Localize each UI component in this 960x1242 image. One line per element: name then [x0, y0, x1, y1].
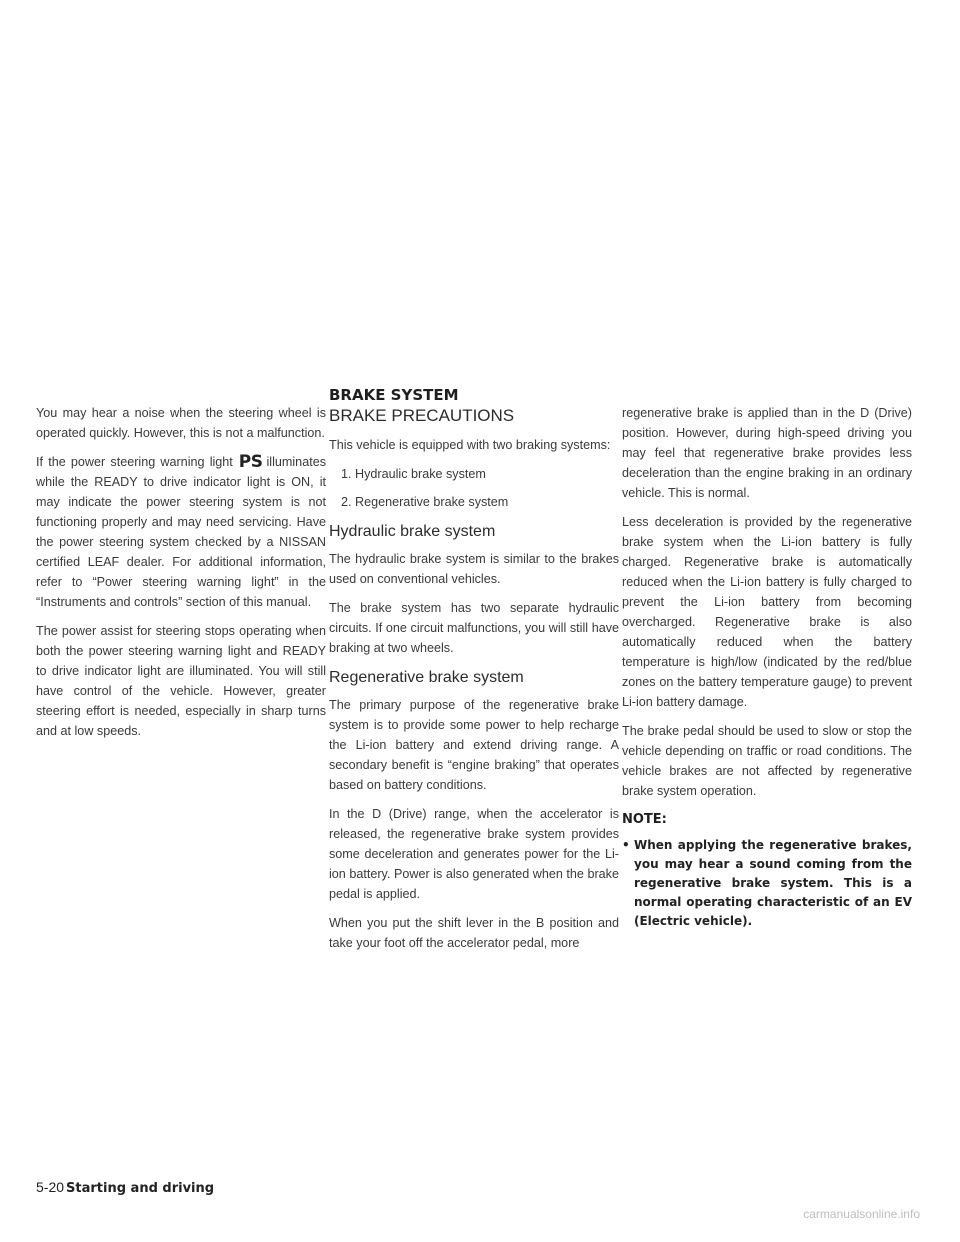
list-item: 2. Regenerative brake system [341, 495, 509, 509]
power-assist-paragraph: The power assist for steering stops operating when both the power steering warning light and READY to drive indicator light are illuminated. You will still have control of the vehicle. However, greater steering effort is needed, especially in sharp turns and at low speeds. [36, 624, 326, 738]
ps-warning-text-after: illuminates while the READY to drive indicator light is ON, it may indicate the power steering system is not functioning properly and may need servicing. Have the power steering system checked by a NISSAN certified LEAF dealer. For additional information, refer to “Power steering warning light” in the “Instruments and controls” section of this manual. [36, 455, 326, 609]
column-left [36, 403, 326, 750]
page-footer [36, 1177, 214, 1199]
regenerative-continued-paragraph: regenerative brake is applied than in the D (Drive) position. However, during high-speed driving you may feel that regenerative brake provides less deceleration than the engine braking in an ordinary vehicle. This is normal. [622, 406, 912, 500]
hydraulic-brake-heading: Hydraulic brake system [329, 523, 496, 540]
list-item: 1. Hydraulic brake system [341, 467, 486, 481]
footer-section-title: Starting and driving [66, 1181, 215, 1196]
watermark: carmanualsonline.info [803, 1207, 920, 1221]
section-title: BRAKE SYSTEM [329, 386, 459, 404]
hydraulic-paragraph-2: The brake system has two separate hydraulic circuits. If one circuit malfunctions, you will still have braking at two wheels. [329, 601, 619, 655]
regenerative-paragraph-3: When you put the shift lever in the B position and take your foot off the accelerator pedal, more [329, 916, 619, 950]
brake-pedal-paragraph: The brake pedal should be used to slow or stop the vehicle depending on traffic or road conditions. The vehicle brakes are not affected by regenerative brake system operation. [622, 724, 912, 798]
page-number: 5-20 [36, 1179, 65, 1195]
note-item [622, 836, 912, 931]
power-steering-warning-icon: PS [238, 452, 263, 472]
regenerative-brake-heading: Regenerative brake system [329, 669, 524, 686]
note-text: When applying the regenerative brakes, you may hear a sound coming from the regenerative brake system. This is a normal operating characteristic of an EV (Electric vehicle). [634, 838, 912, 928]
note-heading: NOTE: [622, 812, 667, 827]
brake-precautions-heading: BRAKE PRECAUTIONS [329, 406, 515, 425]
regenerative-paragraph-1: The primary purpose of the regenerative brake system is to provide some power to help recharge the Li-ion battery and extend driving range. A secondary benefit is “engine braking” that operates based on battery conditions. [329, 698, 619, 792]
braking-systems-intro: This vehicle is equipped with two braking systems: [329, 438, 611, 452]
braking-systems-list [329, 464, 619, 512]
bullet-icon: • [622, 838, 630, 852]
column-middle [329, 385, 619, 962]
regenerative-paragraph-2: In the D (Drive) range, when the accelerator is released, the regenerative brake system provides some deceleration and generates power for the Li-ion battery. Power is also generated when the brake pedal is applied. [329, 807, 619, 901]
steering-noise-paragraph: You may hear a noise when the steering wheel is operated quickly. However, this is not a malfunction. [36, 406, 326, 440]
ps-warning-paragraph [36, 452, 326, 612]
column-right [622, 403, 912, 931]
ps-warning-text-before: If the power steering warning light [36, 455, 233, 469]
hydraulic-paragraph-1: The hydraulic brake system is similar to the brakes used on conventional vehicles. [329, 552, 619, 586]
deceleration-paragraph: Less deceleration is provided by the regenerative brake system when the Li-ion battery is fully charged. Regenerative brake is automatically reduced when the Li-ion battery is fully charged to prevent the Li-ion battery from becoming overcharged. Regenerative brake is also automatically reduced when the battery temperature is high/low (indicated by the red/blue zones on the battery temperature gauge) to prevent Li-ion battery damage. [622, 515, 912, 709]
